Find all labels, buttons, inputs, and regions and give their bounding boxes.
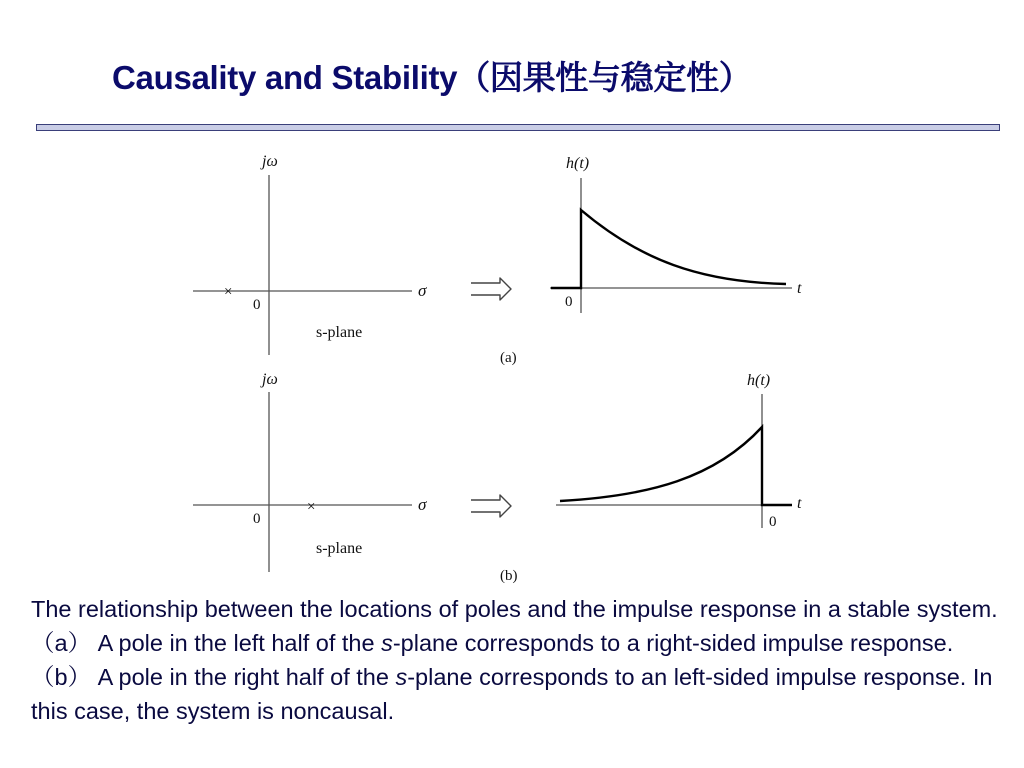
s-plane-a-imag-label: jω <box>262 153 278 170</box>
impulse-b-origin-label: 0 <box>769 514 777 530</box>
figure-b-tag: (b) <box>500 568 518 584</box>
s-plane-a <box>193 175 412 355</box>
impulse-b-x-label: t <box>797 495 802 512</box>
impulse-b-curve <box>560 427 792 505</box>
impulse-a-axes <box>550 178 792 313</box>
s-plane-a-name: s-plane <box>316 324 363 341</box>
pole-a-marker: × <box>224 284 233 300</box>
s-plane-a-real-label: σ <box>418 281 427 300</box>
caption-part-1: The relationship between the locations of poles and the impulse response in a stable system. （a） A pole in the left half of the <box>31 596 998 656</box>
figure-caption <box>31 592 1016 728</box>
title-cjk: （因果性与稳定性） <box>457 58 752 97</box>
implies-arrow-b <box>471 495 511 517</box>
impulse-b-y-label: h(t) <box>747 372 771 389</box>
s-plane-b <box>193 392 412 572</box>
s-plane-b-imag-label: jω <box>262 371 278 388</box>
impulse-b-axes <box>556 394 792 528</box>
impulse-a-y-label: h(t) <box>566 155 590 172</box>
caption-part-2: -plane corresponds to a right-sided impulse response. （b） A pole in the right half of the <box>31 630 954 690</box>
implies-arrow-a <box>471 278 511 300</box>
s-plane-b-real-label: σ <box>418 495 427 514</box>
s-plane-b-origin-label: 0 <box>253 511 261 527</box>
caption-part-3: -plane corresponds to an left-sided impulse response. In this case, the system is noncausal. <box>31 664 993 724</box>
caption-s-1: s <box>381 630 393 656</box>
pole-b-marker: × <box>307 499 316 515</box>
impulse-a-origin-label: 0 <box>565 294 573 310</box>
s-plane-a-origin-label: 0 <box>253 297 261 313</box>
title-main: Causality and Stability <box>112 59 458 96</box>
impulse-a-curve <box>551 210 786 288</box>
s-plane-b-name: s-plane <box>316 540 363 557</box>
figure-a-tag: (a) <box>500 350 517 366</box>
impulse-a-x-label: t <box>797 280 802 297</box>
caption-s-2: s <box>395 664 408 690</box>
